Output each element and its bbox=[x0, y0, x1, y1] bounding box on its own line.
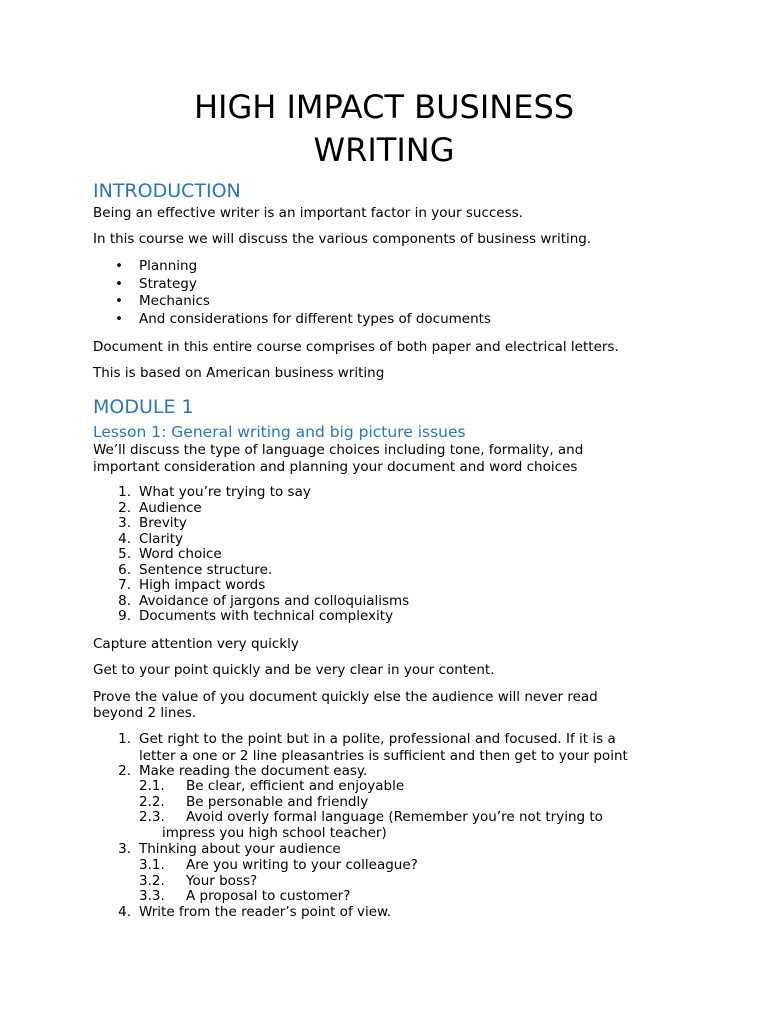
list-item: 2.3. Avoid overly formal language (Remember you’re not trying to bbox=[139, 809, 603, 825]
list-item: 3.1. Are you writing to your colleague? bbox=[139, 857, 418, 873]
list-item: • And considerations for different types of documents bbox=[115, 310, 491, 327]
capture-attention-paragraph: Capture attention very quickly bbox=[93, 636, 299, 652]
bullet-icon: • bbox=[115, 258, 123, 274]
list-item: 9. Documents with technical complexity bbox=[118, 608, 394, 624]
title-line-2: WRITING bbox=[313, 131, 455, 169]
list-item: 3.3. A proposal to customer? bbox=[139, 888, 351, 904]
list-item: 3. Thinking about your audience bbox=[118, 841, 341, 857]
sublist-2 bbox=[93, 779, 603, 841]
introduction-heading: INTRODUCTION bbox=[93, 180, 241, 202]
list-item: 6. Sentence structure. bbox=[118, 561, 273, 578]
list-item: 2. Audience bbox=[118, 499, 202, 516]
list-item: 5. Word choice bbox=[118, 546, 222, 562]
prove-value-line-2: beyond 2 lines. bbox=[93, 705, 197, 721]
list-item-continuation: impress you high school teacher) bbox=[162, 824, 387, 841]
list-item-4 bbox=[93, 905, 391, 921]
document-title bbox=[0, 86, 768, 172]
lesson-paragraph-line-2: important consideration and planning your document and word choices bbox=[93, 459, 578, 475]
list-item: • Planning bbox=[115, 258, 198, 274]
title-line-1: HIGH IMPACT BUSINESS bbox=[193, 88, 575, 126]
prove-value-line-1: Prove the value of you document quickly else the audience will never read bbox=[93, 689, 598, 705]
intro-paragraph-4: This is based on American business writing bbox=[93, 365, 385, 381]
list-item: 4. Clarity bbox=[118, 530, 184, 547]
bullet-icon: • bbox=[115, 275, 123, 292]
list-item: 1. Get right to the point but in a polite, professional and focused. If it is a letter a one or 2 line pleasantries is sufficient and then get to your point bbox=[118, 731, 628, 764]
list-item: 7. High impact words bbox=[118, 577, 266, 593]
list-item: • Strategy bbox=[115, 275, 197, 292]
list-item: 2.1. Be clear, efficient and enjoyable bbox=[139, 778, 405, 794]
list-item: • Mechanics bbox=[115, 293, 210, 309]
topics-numbered-list bbox=[93, 485, 409, 625]
intro-paragraph-3: Document in this entire course comprises of both paper and electrical letters. bbox=[93, 339, 619, 355]
lesson-paragraph-line-1: We’ll discuss the type of language choices including tone, formality, and bbox=[93, 442, 584, 458]
intro-paragraph-1: Being an effective writer is an important factor in your success. bbox=[93, 205, 523, 221]
get-to-point-paragraph: Get to your point quickly and be very clear in your content. bbox=[93, 662, 495, 678]
list-item: 4. Write from the reader’s point of view. bbox=[118, 904, 392, 920]
sublist-3 bbox=[93, 858, 418, 905]
list-item-3 bbox=[93, 842, 341, 858]
intro-bullet-list bbox=[93, 258, 491, 328]
list-item: 3.2. Your boss? bbox=[139, 872, 258, 889]
list-item: 2.2. Be personable and friendly bbox=[139, 793, 369, 810]
intro-paragraph-2: In this course we will discuss the various components of business writing. bbox=[93, 231, 592, 247]
module-1-heading: MODULE 1 bbox=[93, 396, 194, 418]
bullet-icon: • bbox=[115, 293, 123, 309]
guidelines-numbered-list bbox=[93, 731, 628, 780]
list-item: 3. Brevity bbox=[118, 515, 187, 531]
bullet-icon: • bbox=[115, 310, 123, 327]
list-item: 1. What you’re trying to say bbox=[118, 484, 311, 500]
list-item: 8. Avoidance of jargons and colloquialisms bbox=[118, 592, 410, 609]
list-item: 2. Make reading the document easy. bbox=[118, 763, 368, 779]
lesson-1-heading: Lesson 1: General writing and big picture issues bbox=[93, 423, 466, 441]
